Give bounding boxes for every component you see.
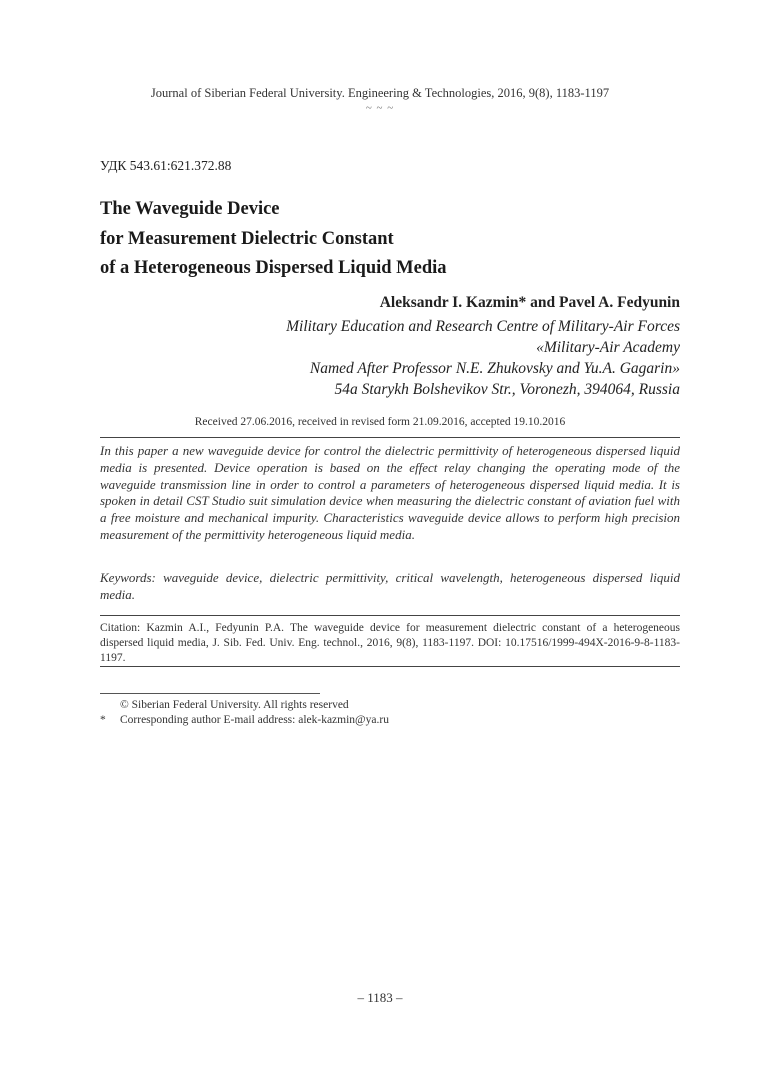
received-dates: Received 27.06.2016, received in revised form 21.09.2016, accepted 19.10.2016 [194,416,566,428]
affiliation-line: «Military-Air Academy [536,339,680,356]
affiliation-line: 54a Starykh Bolshevikov Str., Voronezh, 394064, Russia [334,381,680,398]
title-line: for Measurement Dielectric Constant [100,228,394,249]
copyright-footnote: © Siberian Federal University. All rights reserved [120,699,349,711]
authors: Aleksandr I. Kazmin* and Pavel A. Fedyunin [379,294,680,311]
affiliation-line: Military Education and Research Centre of Military-Air Forces [286,318,680,335]
page-number: – 1183 – [357,990,403,1005]
citation: Citation: Kazmin A.I., Fedyunin P.A. The waveguide device for measurement dielectric constant of a heterogeneous dispersed liquid media, J. Sib. Fed. Univ. Eng. technol., 2016, 9(8), 1183-1197. DOI: 10.17516/1999-494X-2016-9-8-1183-1197. [100,622,680,664]
udk-code: УДК 543.61:621.372.88 [100,158,232,173]
header-ornament: ~ ~ ~ [365,102,395,114]
abstract: In this paper a new waveguide device for control the dielectric permittivity of heterogeneous dispersed liquid media is presented. Device operation is based on the effect relay changing the operating mode of the waveguide transmission line in order to control a parameters of heterogeneous dispersed liquid media. It is spoken in detail CST Studio suit simulation device when measuring the dielectric constant of aviation fuel with a free moisture and mechanical impurity. Characteristics waveguide device allows to perform high precision measurement of the permittivity heterogeneous liquid media. [100,443,680,542]
paper-title [100,195,700,284]
citation-top-rule [100,615,680,616]
title-line: of a Heterogeneous Dispersed Liquid Media [100,258,447,278]
affiliation-line: Named After Professor N.E. Zhukovsky and Yu.A. Gagarin» [309,360,680,377]
citation-bottom-rule [100,666,680,667]
affiliation [286,316,680,400]
title-line: The Waveguide Device [100,199,280,219]
journal-header: Journal of Siberian Federal University. Engineering & Technologies, 2016, 9(8), 1183-1197 [150,86,610,100]
footnote-mark: * [100,714,106,726]
keywords: Keywords: waveguide device, dielectric permittivity, critical wavelength, heterogeneous dispersed liquid media. [100,570,680,602]
abstract-top-rule [100,437,680,438]
corresponding-email: Corresponding author E-mail address: alek-kazmin@ya.ru [120,714,389,726]
corresponding-footnote [100,714,389,726]
footnote-rule [100,693,320,694]
